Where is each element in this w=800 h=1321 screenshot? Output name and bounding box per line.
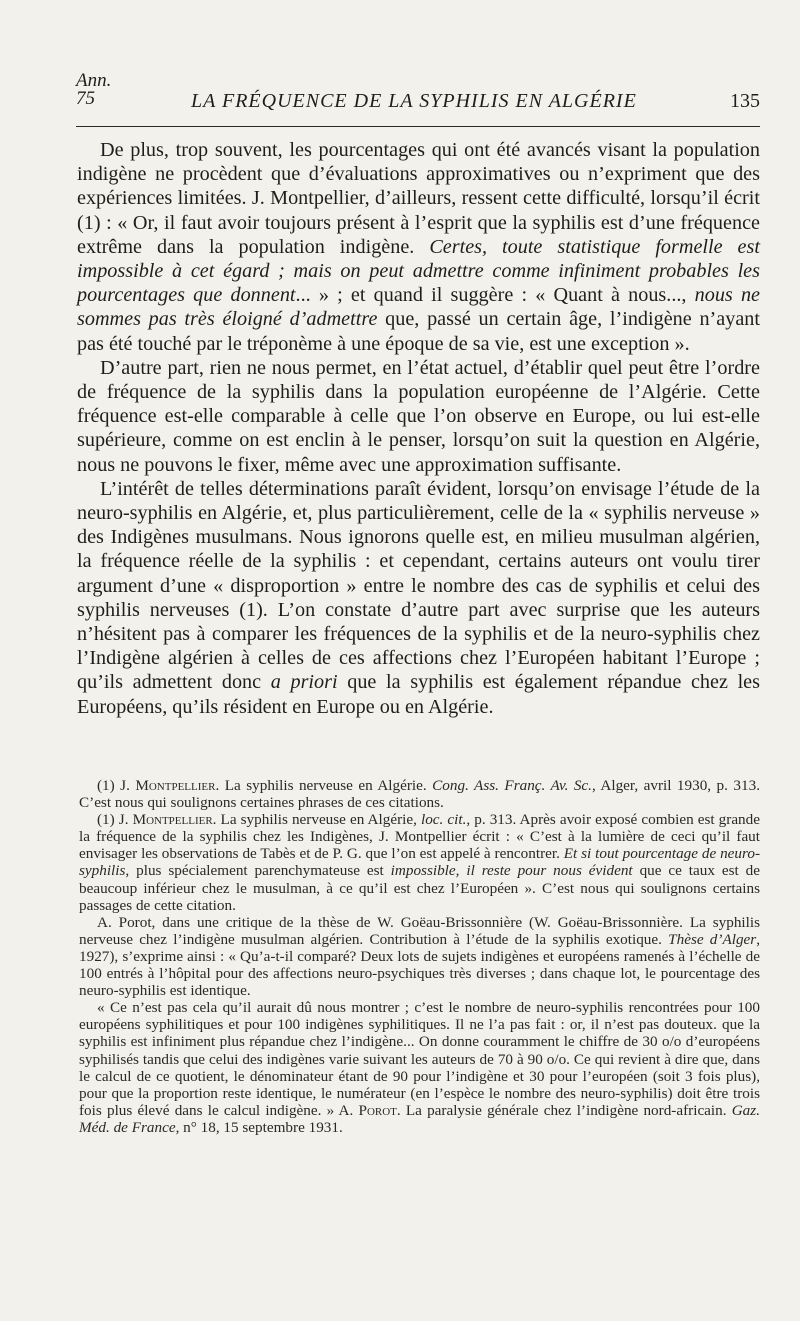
annotation-line-2: 75 — [76, 88, 95, 109]
text-run: A. Porot, dans une critique de la thèse de W. Goëau-Brissonnière (W. Goëau-Brissonnière. La syphilis nerveuse chez l’indigène musulman algérien. Contribution à l’étude de la syphilis exotique. — [79, 913, 760, 948]
journal-title: Gaz. Méd. de France — [79, 1101, 760, 1136]
author-name: Porot — [358, 1101, 397, 1119]
italic-quote: Et si tout pourcentage de neuro-syphilis — [79, 845, 761, 880]
text-run: (1) J. — [97, 777, 136, 794]
text-run: que ce taux est de beaucoup inférieur chez le musulman, à ce qu’il est chez l’Européen ». C’est nous qui soulignons certains passages de cette citation. — [79, 862, 760, 914]
text-run: De plus, trop souvent, les pourcentages qui ont été avancés visant la population indigène ne procèdent que d’évaluations approximatives ou n’expriment que des expériences limitées. J. Montpellier, d’ailleurs, ressent cette difficulté, lorsqu’il écrit (1) : « Or, il faut avoir toujours présent à l’esprit que la syphilis est d’une fréquence extrême dans la population indigène. — [77, 139, 760, 258]
italic-quote: impossible, il reste pour nous évident — [390, 862, 633, 880]
text-run: (1) J. — [97, 811, 133, 829]
italic-term: a priori — [270, 671, 338, 694]
page-header — [76, 72, 760, 132]
paragraph-2: D’autre part, rien ne nous permet, en l’état actuel, d’établir quel peut être l’ordre de fréquence de la syphilis dans la population européenne de l’Algérie. Cette fréquence est-elle comparable à celle que l’on observe en Europe, ou lui est-elle supérieure, comme on est enclin à le penser, lorsqu’on suit la question en Algérie, nous ne pouvons le fixer, même avec une approximation suffisante. — [77, 356, 760, 476]
header-rule — [76, 126, 760, 127]
text-run: que la syphilis est également répandue chez les Européens, qu’ils résident en Europe ou en Algérie. — [77, 671, 761, 718]
text-run: L’intérêt de telles déterminations paraît évident, lorsqu’on envisage l’étude de la neuro-syphilis en Algérie, et, plus particulièrement, celle de la « syphilis nerveuse » des Indigènes musulmans. Nous ignorons quelle est, en milieu musulman algérien, la fréquence réelle de la syphilis : et cependant, certains auteurs ont voulu tirer argument d’une « disproportion » entre le nombre des cas de syphilis et celui des syphilis nerveuses (1). L’on constate d’autre part avec surprise que les auteurs n’hésitent pas à comparer les fréquences de la syphilis et de la neuro-syphilis chez l’Indigène algérien à celles de ces affections chez l’Européen habitant l’Europe ; qu’ils admettent donc — [77, 477, 760, 694]
author-name: Montpellier — [132, 811, 213, 829]
text-run: , Alger, avril 1930, p. 313. C’est nous qui soulignons certaines phrases de ces citations. — [79, 777, 760, 812]
text-run: , n° 18, 15 septembre 1931. — [175, 1118, 343, 1136]
footnote-1 — [79, 777, 760, 811]
footnotes — [79, 777, 760, 1136]
text-run: . La syphilis nerveuse en Algérie, — [212, 811, 421, 829]
footnote-2 — [79, 811, 760, 914]
text-run: , plus spécialement parenchymateuse est — [125, 862, 391, 880]
text-run: . La syphilis nerveuse en Algérie. — [215, 777, 433, 794]
italic-term: loc. cit. — [420, 811, 467, 829]
annotation-mark — [76, 72, 111, 108]
main-text — [77, 138, 760, 719]
page-number: 135 — [730, 90, 760, 112]
italic-quote: Certes, toute statistique formelle est impossible à cet égard ; mais on peut admettre comme infiniment probables les pourcentages que donnent — [77, 235, 760, 307]
text-run: ... » ; et quand il suggère : « Quant à nous..., — [295, 284, 695, 307]
annotation-line-1: Ann. — [76, 70, 112, 91]
italic-quote: nous ne sommes pas très éloigné d’admettre — [77, 284, 760, 331]
author-name: Montpellier — [135, 777, 216, 794]
journal-title: Cong. Ass. Franç. Av. Sc. — [432, 777, 592, 794]
thesis-title: Thèse d’Alger — [668, 930, 757, 948]
text-run: , p. 313. Après avoir exposé combien est grande la fréquence de la syphilis chez les Indigènes, J. Montpellier écrit : « C’est à la lumière de ceci qu’il faut envisager les observations de Tabès et de P. G. que l’on est appelé à rencontrer. — [79, 811, 760, 863]
text-run: que, passé un certain âge, l’indigène n’ayant pas été touché par le tréponème à une époque de sa vie, est une exception ». — [77, 308, 760, 355]
paragraph-1 — [77, 138, 760, 356]
running-title: LA FRÉQUENCE DE LA SYPHILIS EN ALGÉRIE — [191, 90, 637, 112]
footnote-4 — [79, 999, 760, 1136]
text-run: . La paralysie générale chez l’indigène nord-africain. — [396, 1101, 732, 1119]
footnote-3 — [79, 914, 760, 999]
paragraph-3 — [77, 477, 760, 719]
text-run: « Ce n’est pas cela qu’il aurait dû nous montrer ; c’est le nombre de neuro-syphilis rencontrées pour 100 européens syphilitiques et pour 100 indigènes syphilitiques. Il ne l’a pas fait : or, il n’est pas douteux. que la syphilis est infiniment plus répandue chez l’indigène... On donne couramment le chiffre de 30 o/o d’européens syphilisés tandis que celui des indigènes varie suivant les auteurs de 70 à 90 o/o. Ce qui revient à dire que, dans le calcul de ce quotient, le dénominateur étant de 90 pour l’indigène et 30 pour l’européen (soit 3 fois plus), pour que la proportion reste identique, le numérateur (en l’espèce le nombre des neuro-syphilis) doit être trois fois plus élevé dans le calcul indigène. » A. — [79, 999, 760, 1119]
text-run: , 1927), s’exprime ainsi : « Qu’a-t-il comparé? Deux lots de sujets indigènes et européens ramenés à l’échelle de 100 entrés à l’hôpital pour des affections neuro-psychiques très diverses ; dans chaque lot, le pourcentage des neuro-syphilis est identique. — [79, 930, 760, 1000]
